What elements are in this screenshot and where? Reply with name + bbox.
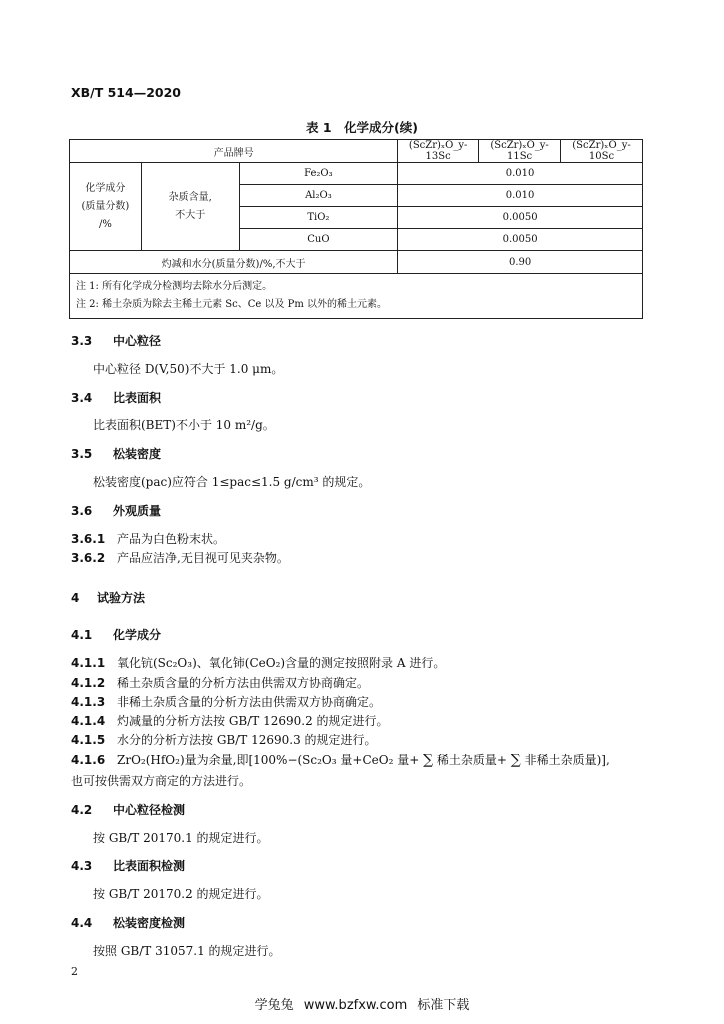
paragraph-specific-surface-area: 比表面积(BET)不小于 10 m²/g。 <box>93 418 275 432</box>
impurity-value: 0.010 <box>398 163 643 185</box>
section-heading-4-2: 4.2 中心粒径检测 <box>71 803 186 817</box>
clause-4-1-5: 4.1.5 水分的分析方法按 GB/T 12690.3 的规定进行。 <box>71 733 377 747</box>
footer-watermark: 学兔兔 www.bzfxw.com 标准下载 <box>254 998 470 1013</box>
table-note-2: 注 2: 稀土杂质为除去主稀土元素 Sc、Ce 以及 Pm 以外的稀土元素。 <box>76 299 388 310</box>
grade-13sc-header: (ScZr)ₓO_y-13Sc <box>398 140 479 163</box>
section-heading-3-5: 3.5 松装密度 <box>71 447 162 461</box>
grade-10sc-header: (ScZr)ₓO_y-10Sc <box>561 140 643 163</box>
summation-symbol: ∑ <box>423 752 434 768</box>
clause-4-1-4: 4.1.4 灼减量的分析方法按 GB/T 12690.2 的规定进行。 <box>71 714 389 728</box>
clause-4-1-6: 4.1.6 ZrO₂(HfO₂)量为余量,即[100%−(Sc₂O₃ 量+CeO₂ 量+ ∑ 稀土杂质量+ ∑ 非稀土杂质量)], <box>71 752 610 768</box>
section-heading-3-3: 3.3 中心粒径 <box>71 334 162 348</box>
clause-4-1-2: 4.1.2 稀土杂质含量的分析方法由供需双方协商确定。 <box>71 676 370 690</box>
paragraph-bulk-density: 松装密度(pac)应符合 1≤pac≤1.5 g/cm³ 的规定。 <box>93 475 371 489</box>
page-number: 2 <box>71 965 78 978</box>
clause-4-1-1: 4.1.1 氧化钪(Sc₂O₃)、氧化铈(CeO₂)含量的测定按照附录 A 进行。 <box>71 656 446 670</box>
summation-symbol: ∑ <box>510 752 521 768</box>
impurity-name: Fe₂O₃ <box>239 163 398 185</box>
impurity-value: 0.010 <box>398 185 643 207</box>
clause-4-1-6-continuation: 也可按供需双方商定的方法进行。 <box>71 774 252 788</box>
section-heading-4-1: 4.1 化学成分 <box>71 628 162 642</box>
product-grade-header: 产品牌号 <box>70 140 398 163</box>
section-heading-3-6: 3.6 外观质量 <box>71 504 162 518</box>
clause-3-6-1: 3.6.1 产品为白色粉末状。 <box>71 532 226 546</box>
grade-11sc-header: (ScZr)ₓO_y-11Sc <box>479 140 561 163</box>
table-notes <box>70 274 643 319</box>
section-heading-4-4: 4.4 松装密度检测 <box>71 916 186 930</box>
impurity-name: CuO <box>239 229 398 251</box>
impurity-group-label: 杂质含量, 不大于 <box>141 163 239 251</box>
section-heading-4-3: 4.3 比表面积检测 <box>71 859 186 873</box>
standard-code: XB/T 514—2020 <box>71 85 181 100</box>
paragraph-bulk-density-test: 按照 GB/T 31057.1 的规定进行。 <box>93 944 281 958</box>
impurity-value: 0.0050 <box>398 229 643 251</box>
clause-4-1-3: 4.1.3 非稀土杂质含量的分析方法由供需双方协商确定。 <box>71 695 382 709</box>
clause-3-6-2: 3.6.2 产品应洁净,无目视可见夹杂物。 <box>71 551 289 565</box>
paragraph-median-particle-size: 中心粒径 D(V,50)不大于 1.0 μm。 <box>93 362 284 376</box>
table-note-1: 注 1: 所有化学成分检测均去除水分后测定。 <box>76 281 273 292</box>
section-heading-4: 4 试验方法 <box>71 591 146 605</box>
impurity-name: Al₂O₃ <box>239 185 398 207</box>
table-title: 表 1 化学成分(续) <box>306 120 418 135</box>
impurity-name: TiO₂ <box>239 207 398 229</box>
impurity-value: 0.0050 <box>398 207 643 229</box>
ignition-loss-label: 灼减和水分(质量分数)/%,不大于 <box>70 251 398 274</box>
paragraph-surface-area-test: 按 GB/T 20170.2 的规定进行。 <box>93 887 269 901</box>
section-heading-3-4: 3.4 比表面积 <box>71 391 162 405</box>
paragraph-particle-size-test: 按 GB/T 20170.1 的规定进行。 <box>93 831 269 845</box>
chemical-composition-group-label: 化学成分 (质量分数) /% <box>70 163 142 251</box>
chemical-composition-table <box>69 139 643 319</box>
ignition-loss-value: 0.90 <box>398 251 643 274</box>
